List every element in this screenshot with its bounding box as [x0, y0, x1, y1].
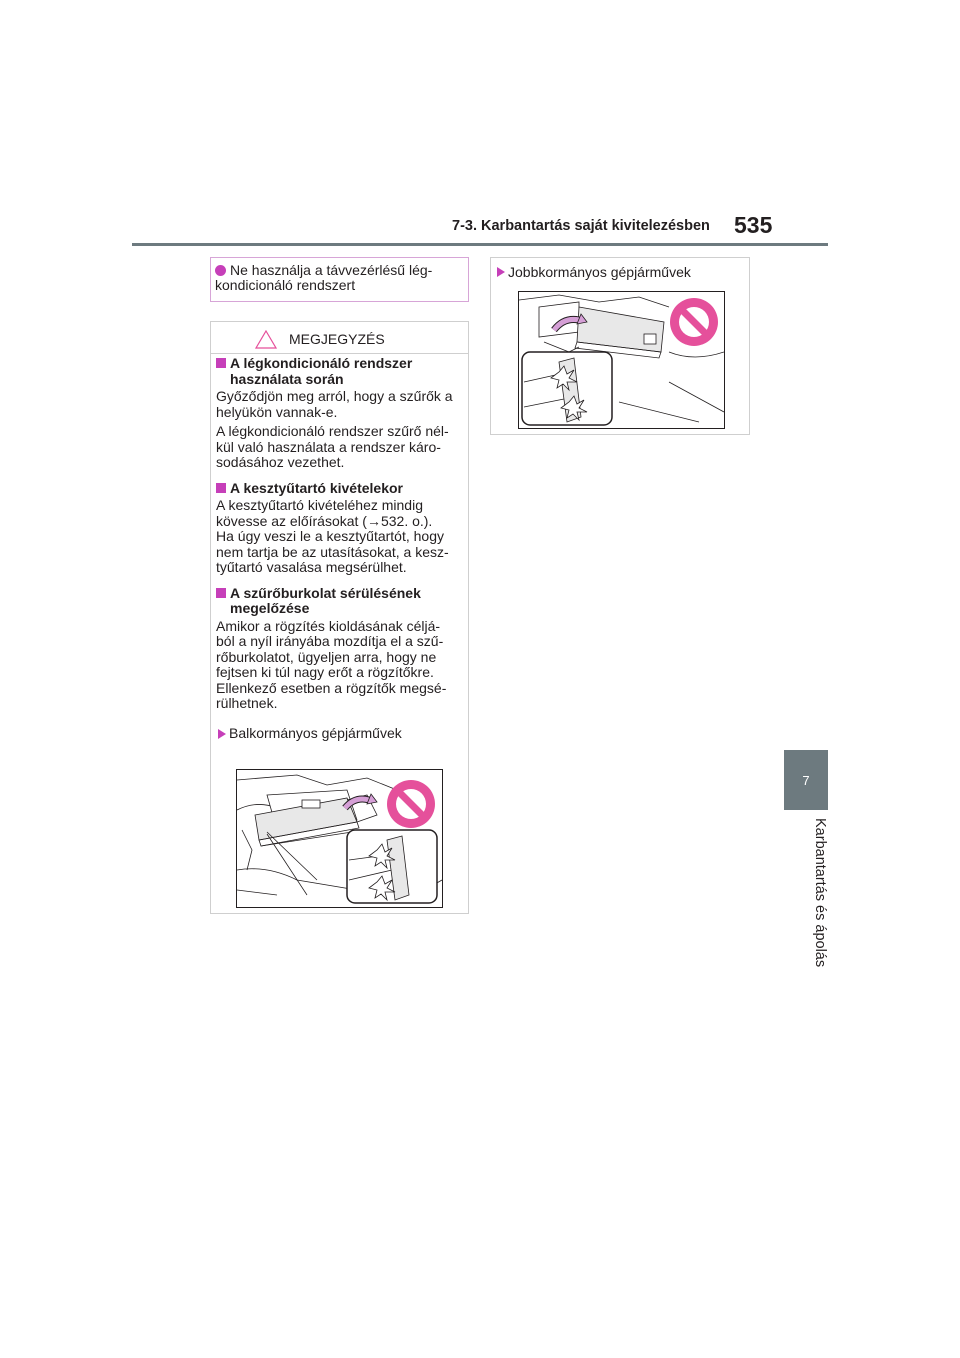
- section-title-line: A kesztyűtartó kivételekor: [230, 479, 403, 496]
- paragraph-line: Ellenkező esetben a rögzítők megsé-: [216, 679, 447, 696]
- triangle-bullet-icon: [497, 267, 505, 277]
- warning-triangle-icon: [255, 330, 277, 349]
- filter-cover-rhd-drawing: [519, 292, 724, 428]
- paragraph: [216, 619, 464, 712]
- section-title: [216, 481, 464, 497]
- rhd-label: [495, 264, 691, 280]
- paragraph: [216, 498, 464, 576]
- section-title-line: A szűrőburkolat sérülésének: [230, 584, 421, 601]
- paragraph-line: tyűtartó vasalása megsérülhet.: [216, 559, 407, 575]
- prohibition-icon: [670, 298, 718, 346]
- paragraph-line: sodásához vezethet.: [216, 454, 345, 470]
- header-title: 7-3. Karbantartás saját kivitelezésben: [452, 218, 710, 234]
- rhd-box: [490, 257, 750, 435]
- paragraph-line: rülhetnek.: [216, 695, 278, 711]
- paragraph-line: Amikor a rögzítés kioldásának céljá-: [216, 617, 441, 634]
- header-rule: [132, 243, 828, 246]
- section-title: [216, 586, 464, 617]
- chapter-label: Karbantartás és ápolás: [812, 818, 828, 968]
- bullet-box: [210, 257, 469, 302]
- note-title: MEGJEGYZÉS: [289, 331, 385, 347]
- square-bullet-icon: [216, 588, 226, 598]
- paragraph-line: Ha úgy veszi le a kesztyűtartót, hogy: [216, 528, 444, 544]
- bullet-dot-icon: [215, 265, 226, 276]
- section-title-line: A légkondicionáló rendszer: [230, 355, 413, 371]
- section-title: [216, 356, 464, 387]
- rhd-illustration: [518, 291, 725, 429]
- paragraph: [216, 424, 464, 471]
- square-bullet-icon: [216, 358, 226, 368]
- paragraph: [216, 389, 464, 420]
- bullet-text-line1: Ne használja a távvezérlésű lég-: [230, 262, 433, 278]
- paragraph-line: fejtsen ki túl nagy erőt a rögzítőkre.: [216, 664, 434, 680]
- paragraph-line: rőburkolatot, ügyeljen arra, hogy ne: [216, 648, 437, 665]
- chapter-number: 7: [802, 772, 810, 788]
- lhd-label-text: Balkormányos gépjárművek: [229, 724, 402, 741]
- bullet-item: [215, 263, 432, 293]
- paragraph-line: ból a nyíl irányába mozdítja el a szű-: [216, 633, 444, 649]
- note-box: [210, 321, 469, 914]
- paragraph-line: A légkondicionáló rendszer szűrő nél-: [216, 423, 449, 439]
- section-title-line: használata során: [230, 370, 344, 387]
- lhd-label: [216, 726, 464, 742]
- bullet-text-line2: kondicionáló rendszert: [215, 277, 356, 293]
- note-body: [216, 356, 464, 741]
- note-header: [211, 322, 468, 354]
- section-title-line: megelőzése: [230, 600, 310, 616]
- paragraph-line: kövesse az előírásokat (→532. o.).: [216, 512, 433, 529]
- paragraph-line: Győződjön meg arról, hogy a szűrők a: [216, 388, 453, 404]
- paragraph-line: nem tartja be az utasításokat, a kesz-: [216, 543, 449, 560]
- chapter-tab: [784, 750, 828, 810]
- paragraph-line: kül való használata a rendszer káro-: [216, 438, 441, 455]
- page-number: 535: [734, 212, 773, 238]
- triangle-bullet-icon: [218, 729, 226, 739]
- lhd-illustration: [236, 769, 443, 908]
- square-bullet-icon: [216, 483, 226, 493]
- rhd-label-text: Jobbkormányos gépjárművek: [508, 264, 691, 280]
- paragraph-line: helyükön vannak-e.: [216, 403, 338, 420]
- paragraph-line: A kesztyűtartó kivételéhez mindig: [216, 497, 423, 513]
- filter-cover-lhd-drawing: [237, 770, 442, 907]
- prohibition-icon: [387, 780, 435, 828]
